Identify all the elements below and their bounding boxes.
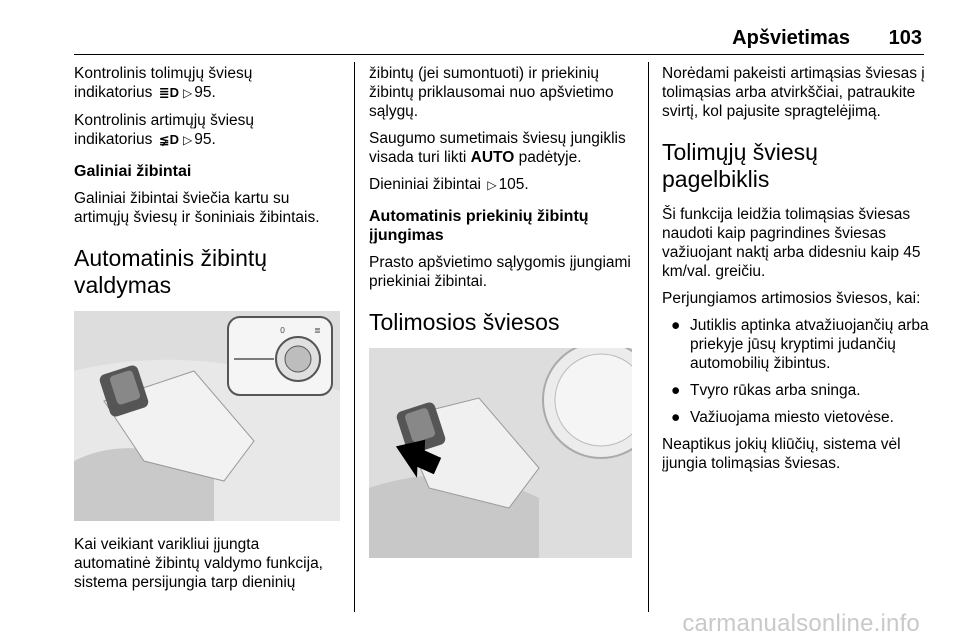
- bullet-icon: ●: [671, 382, 681, 399]
- high-beam-assist-text: Ši funkcija leidžia tolimąsias šviesas naudoti kaip pagrindines šviesas važiuojant naktį arba didesniu kaip 45 km/val. greičiu.: [662, 206, 921, 280]
- auto-headlights-text: Prasto apšvietimo sąlygomis įjungiami priekiniai žibintai.: [369, 254, 631, 290]
- heading-high-beam-assist: Tolimųjų šviesų pagelbiklis: [662, 139, 818, 192]
- list-item: ● Jutiklis aptinka atvažiuojančių arba priekyje jūsų kryptimi judančių automobilių žibintus.: [671, 317, 929, 372]
- bullet-icon: ●: [671, 409, 681, 426]
- column-1: [74, 64, 340, 600]
- low-beam-indicator-text: Kontrolinis artimųjų šviesų indikatorius ≨D ▷ 95.: [74, 112, 255, 148]
- heading-auto-headlights: Automatinis priekinių žibintų įjungimas: [369, 208, 589, 244]
- continued-text: žibintų (jei sumontuoti) ir priekinių žibintų priklausomai nuo apšvietimo sąlygų.: [369, 65, 614, 120]
- heading-high-beam: Tolimosios šviesos: [369, 309, 560, 335]
- bullet-icon: ●: [671, 317, 681, 334]
- safety-text: Saugumo sumetimais šviesų jungiklis visada turi likti AUTO padėtyje.: [369, 130, 626, 166]
- column-2: [369, 64, 635, 572]
- heading-rear-lights: Galiniai žibintai: [74, 163, 192, 180]
- column-3: [662, 64, 930, 481]
- page-header: [0, 24, 960, 54]
- heading-automatic-light-control: Automatinis žibintų valdymas: [74, 245, 268, 298]
- daytime-lights-text: Dieniniai žibintai ▷ 105.: [369, 176, 529, 193]
- switch-beam-text: Norėdami pakeisti artimąsias šviesas į tolimąsias arba atvirkščiai, patraukite svirtį, kol pajusite spragtelėjimą.: [662, 65, 925, 120]
- column-divider-2: [648, 62, 649, 612]
- svg-text:≣: ≣: [314, 326, 321, 335]
- page-reference-icon: ▷: [183, 133, 193, 147]
- list-item: ● Važiuojama miesto vietovėse.: [671, 409, 894, 426]
- header-rule: [74, 54, 924, 55]
- high-beam-lever-illustration: [369, 348, 632, 558]
- conditions-list: [662, 316, 930, 427]
- page-number: 103: [888, 27, 922, 49]
- figure-caption-text: Kai veikiant varikliui įjungta automatinė žibintų valdymo funkcija, sistema persijungia tarp dieninių: [74, 536, 323, 591]
- rear-lights-text: Galiniai žibintai šviečia kartu su artimųjų šviesų ir šoniniais žibintais.: [74, 190, 320, 226]
- restore-text: Neaptikus jokių kliūčių, sistema vėl įjungia tolimąsias šviesas.: [662, 436, 901, 472]
- page-reference-icon: ▷: [487, 178, 497, 192]
- page-reference-icon: ▷: [183, 86, 193, 100]
- list-item: ● Tvyro rūkas arba sninga.: [671, 382, 861, 399]
- svg-text:0: 0: [280, 326, 286, 335]
- low-beam-icon: ≨D: [158, 132, 180, 147]
- high-beam-icon: ≣D: [158, 85, 179, 100]
- light-switch-illustration: [74, 311, 340, 521]
- switch-low-text: Perjungiamos artimosios šviesos, kai:: [662, 290, 921, 307]
- watermark: carmanualsonline.info: [682, 610, 920, 637]
- high-beam-indicator-text: Kontrolinis tolimųjų šviesų indikatorius ≣D ▷ 95.: [74, 65, 253, 101]
- section-title: Apšvietimas: [732, 27, 850, 49]
- column-divider-1: [354, 62, 355, 612]
